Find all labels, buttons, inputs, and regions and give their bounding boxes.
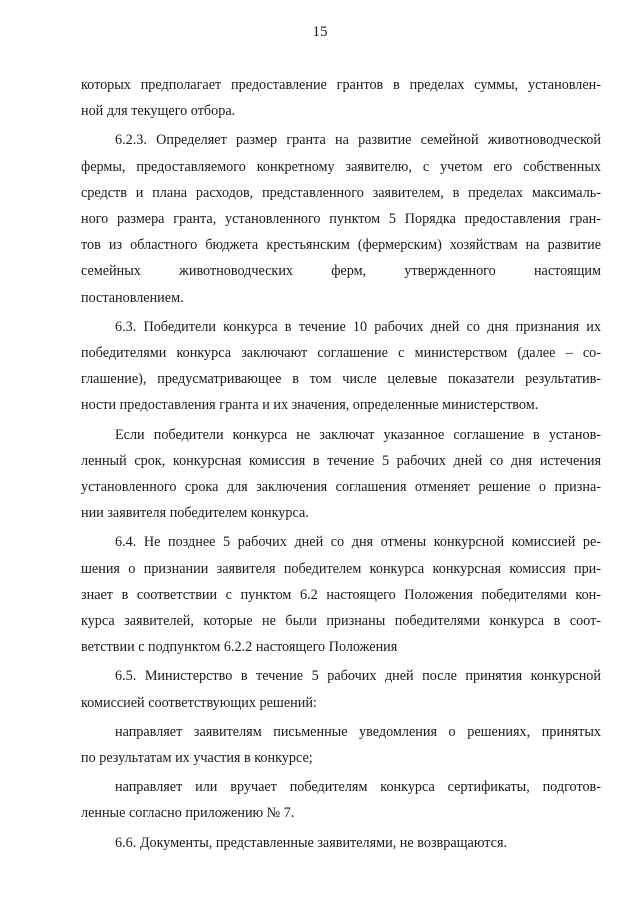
text-line: семейных животноводческих ферм, утвержденного настоящим xyxy=(81,263,601,280)
text-line: которых предполагает предоставление грантов в пределах суммы, установлен- xyxy=(81,77,601,93)
text-line: комиссией соответствующих решений: xyxy=(81,694,317,711)
text-line: ного размера гранта, установленного пунктом 5 Порядка предоставления гран- xyxy=(81,211,601,228)
text-line: тов из областного бюджета крестьянским (фермерским) хозяйствам на развитие xyxy=(81,237,601,254)
text-line: глашение), предусматривающее в том числе целевые показатели результатив- xyxy=(81,371,601,388)
text-line: нии заявителя победителем конкурса. xyxy=(81,505,309,522)
paragraph xyxy=(81,72,601,124)
paragraph xyxy=(81,314,601,419)
text-line: 6.3. Победители конкурса в течение 10 рабочих дней со дня признания их xyxy=(115,318,601,335)
text-line: 6.5. Министерство в течение 5 рабочих дней после принятия конкурсной xyxy=(115,668,601,685)
paragraph xyxy=(81,529,601,660)
text-line: по результатам их участия в конкурсе; xyxy=(81,750,313,767)
text-line: направляет заявителям письменные уведомления о решениях, принятых xyxy=(115,723,601,740)
text-line: 6.6. Документы, представленные заявителями, не возвращаются. xyxy=(115,834,508,851)
text-line: ветствии с подпунктом 6.2.2 настоящего Положения xyxy=(81,639,398,656)
text-line: фермы, предоставляемого конкретному заявителю, с учетом его собственных xyxy=(81,158,601,175)
paragraph xyxy=(81,774,601,826)
text-line: Если победители конкурса не заключат указанное соглашение в установ- xyxy=(115,426,601,443)
page-number: 15 xyxy=(312,24,328,40)
text-line: ленный срок, конкурсная комиссия в течение 5 рабочих дней со дня истечения xyxy=(81,452,601,469)
paragraph xyxy=(81,663,601,715)
text-line: установленного срока для заключения соглашения отменяет решение о призна- xyxy=(81,479,601,496)
paragraph xyxy=(81,719,601,771)
text-line: 6.2.3. Определяет размер гранта на развитие семейной животноводческой xyxy=(115,132,601,149)
text-line: средств и плана расходов, представленного заявителем, в пределах максималь- xyxy=(81,184,601,201)
text-line: шения о признании заявителя победителем конкурса конкурсная комиссия при- xyxy=(81,560,601,577)
text-line: ности предоставления гранта и их значения, определенные министерством. xyxy=(81,397,539,414)
text-line: направляет или вручает победителям конкурса сертификаты, подготов- xyxy=(115,779,601,796)
text-line: 6.4. Не позднее 5 рабочих дней со дня отмены конкурсной комиссией ре- xyxy=(115,534,601,551)
text-line: ной для текущего отбора. xyxy=(81,103,236,120)
text-line: знает в соответствии с пунктом 6.2 настоящего Положения победителями кон- xyxy=(81,586,601,603)
text-line: победителями конкурса заключают соглашение с министерством (далее – со- xyxy=(81,345,601,362)
paragraph xyxy=(81,830,601,856)
text-line: курса заявителей, которые не были признаны победителями конкурса в соот- xyxy=(81,613,601,630)
document-body xyxy=(81,72,601,859)
paragraph xyxy=(81,127,601,310)
text-line: ленные согласно приложению № 7. xyxy=(81,805,295,822)
text-line: постановлением. xyxy=(81,289,184,306)
paragraph xyxy=(81,422,601,527)
